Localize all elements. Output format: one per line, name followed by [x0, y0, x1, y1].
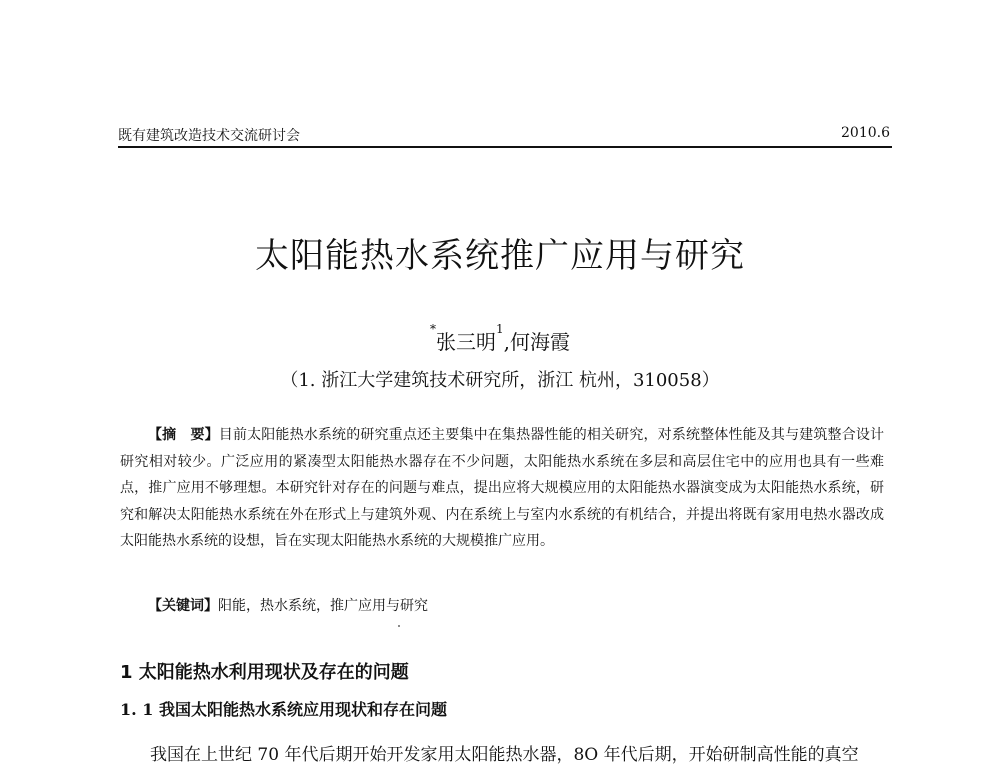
author-2: ,何海霞: [503, 330, 570, 354]
scan-speck: [398, 625, 400, 627]
abstract: [120, 422, 884, 555]
paper-title: 太阳能热水系统推广应用与研究: [255, 236, 745, 276]
header-divider: [118, 146, 892, 148]
body-paragraph: 我国在上世纪 70 年代后期开始开发家用太阳能热水器，8O 年代后期，开始研制高性能的真空: [150, 745, 859, 765]
abstract-label: 【摘 要】: [148, 427, 219, 443]
keywords-text: 阳能，热水系统，推广应用与研究: [218, 598, 428, 614]
header-date: 2010.6: [841, 125, 890, 141]
author-line: [0, 322, 1000, 355]
abstract-text: 目前太阳能热水系统的研究重点还主要集中在集热器性能的相关研究，对系统整体性能及其与建筑整合设计研究相对较少。广泛应用的紧凑型太阳能热水器存在不少问题，太阳能热水系统在多层和高层住宅中的应用也具有一些难点，推广应用不够理想。本研究针对存在的问题与难点，提出应将大规模应用的太阳能热水器演变成为太阳能热水系统，研究和解决太阳能热水系统在外在形式上与建筑外观、内在系统上与室内水系统的有机结合，并提出将既有家用电热水器改成太阳能热水系统的设想，旨在实现太阳能热水系统的大规模推广应用。: [120, 427, 885, 549]
keywords: [148, 595, 428, 615]
section-heading-1-1: 1. 1 我国太阳能热水系统应用现状和存在问题: [120, 700, 447, 719]
corresponding-mark: *: [430, 322, 436, 336]
author-1-affil-mark: 1: [496, 322, 504, 336]
author-1: 张三明: [436, 330, 496, 354]
affiliation: （1. 浙江大学建筑技术研究所，浙江 杭州，310058）: [280, 370, 720, 391]
section-heading-1: 1 太阳能热水利用现状及存在的问题: [120, 662, 409, 683]
keywords-label: 【关键词】: [148, 598, 218, 614]
journal-header: 既有建筑改造技术交流研讨会: [118, 128, 300, 144]
